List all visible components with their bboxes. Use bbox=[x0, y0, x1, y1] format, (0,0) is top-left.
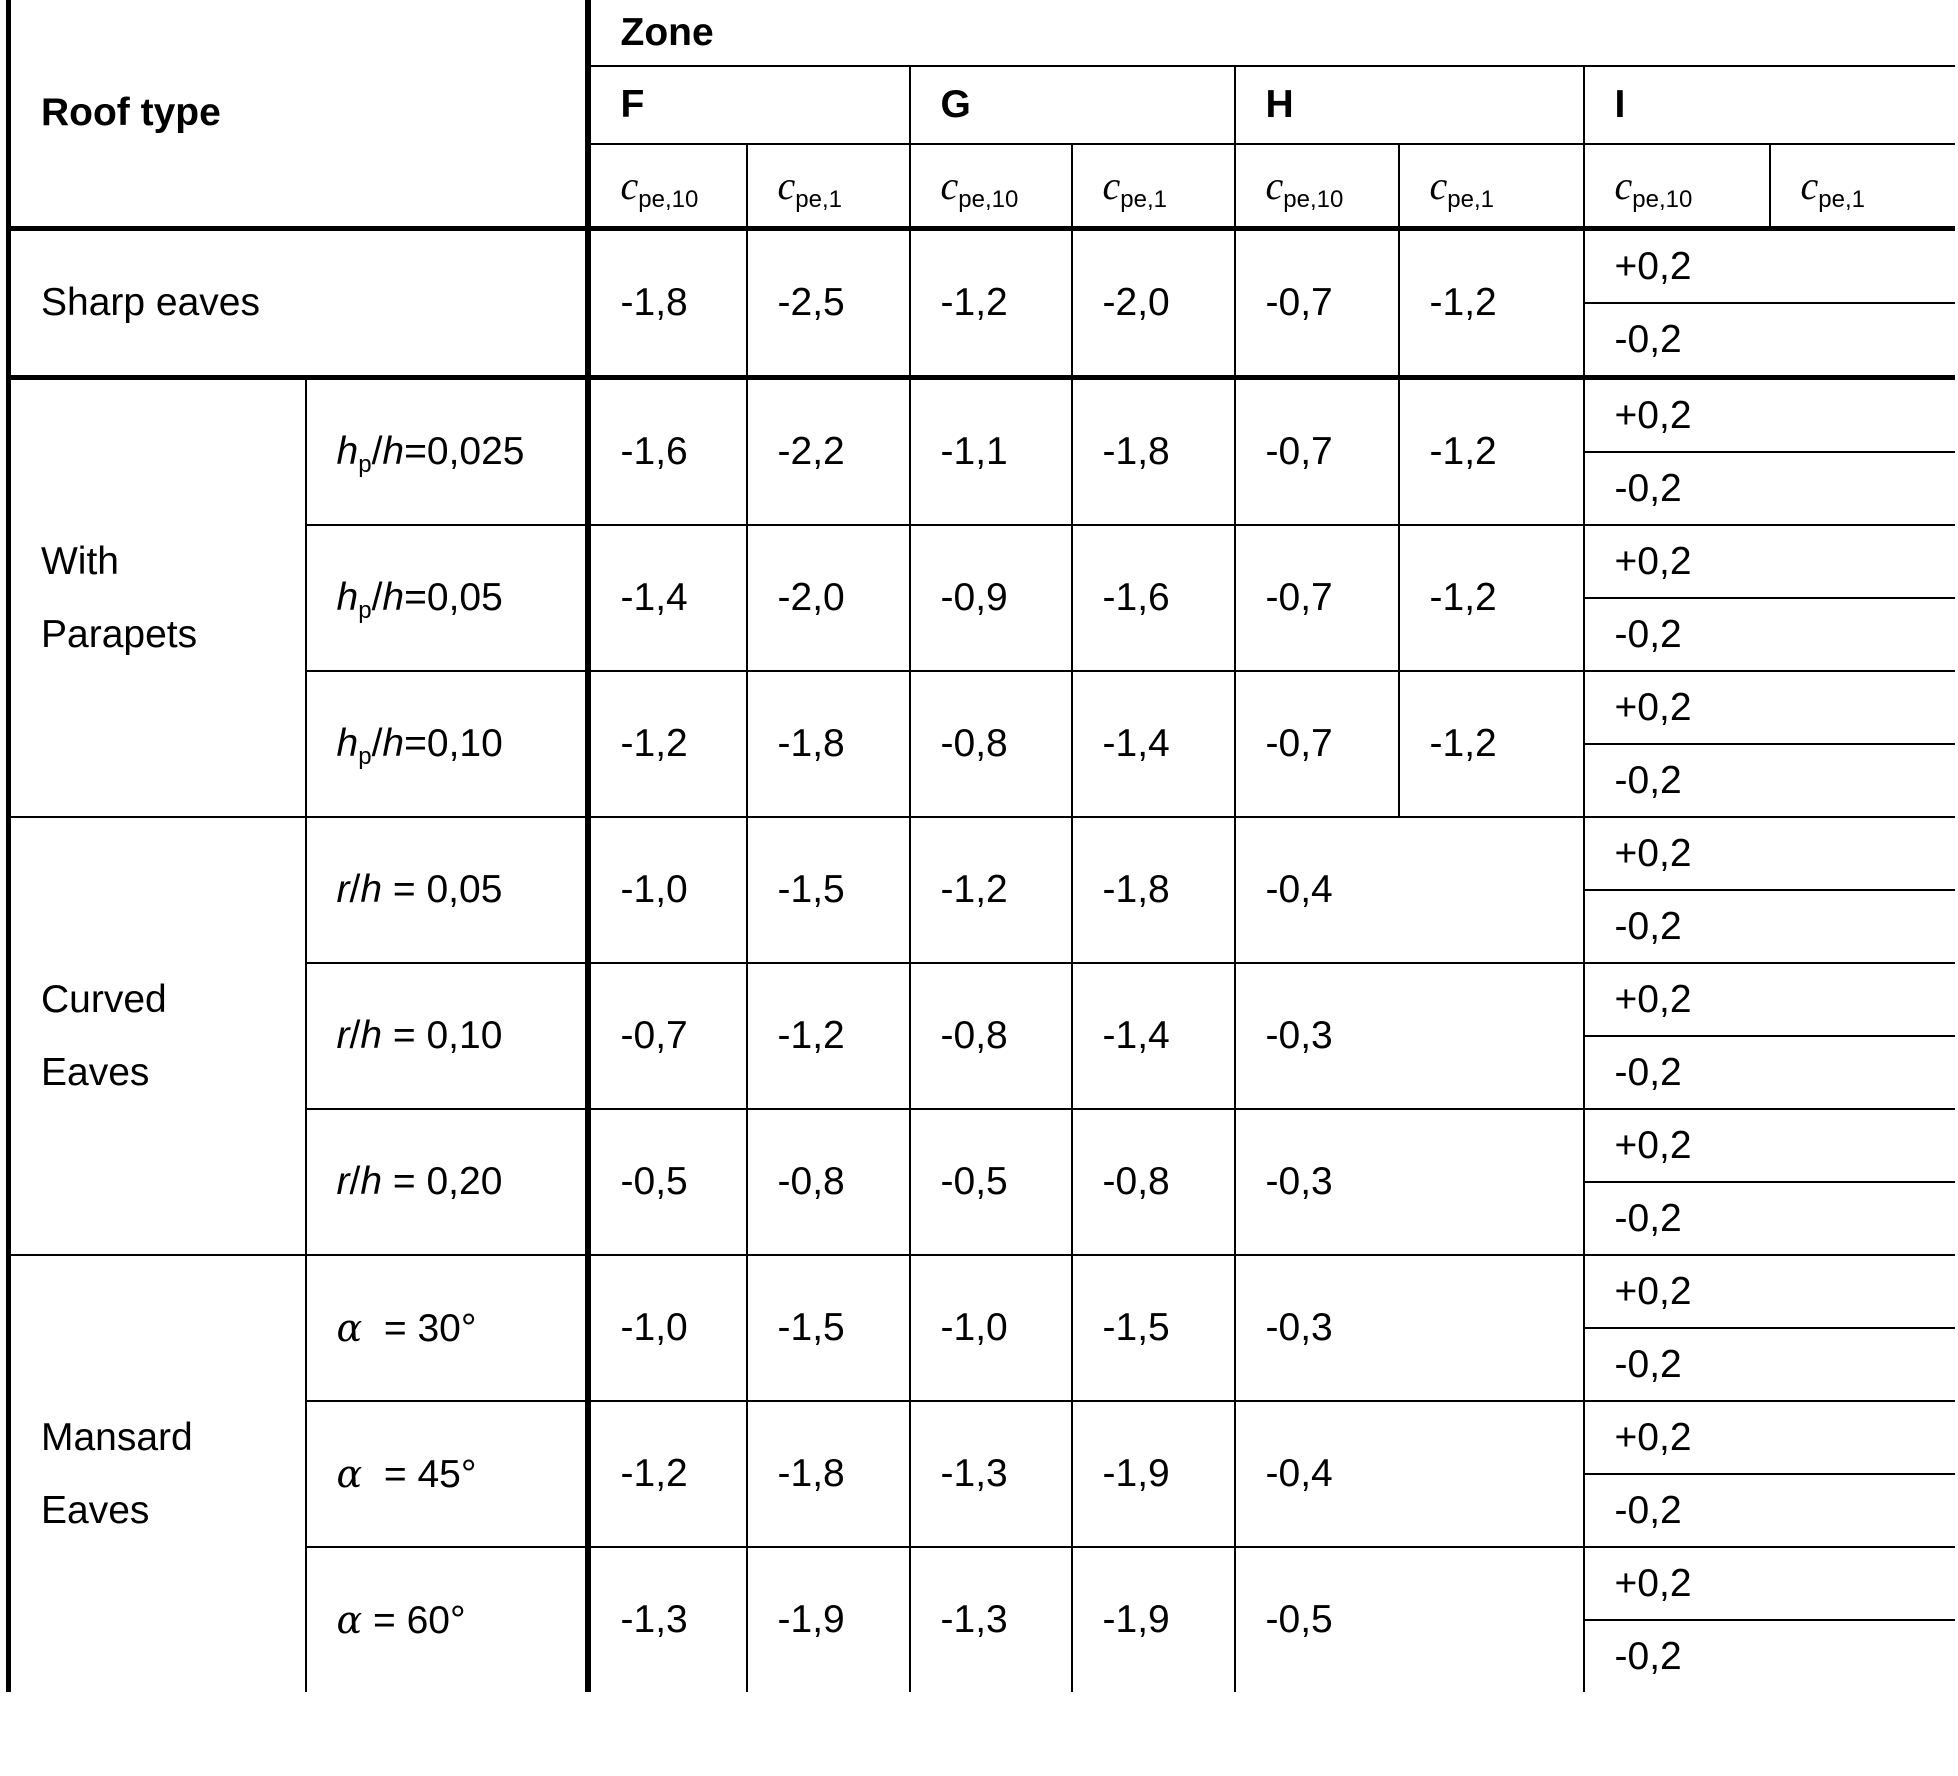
symbol-h: h bbox=[382, 576, 405, 619]
group-mansard-eaves bbox=[9, 1255, 306, 1692]
group-label-line-2: Eaves bbox=[41, 1489, 150, 1532]
subscript-pe-1: pe,1 bbox=[1818, 186, 1865, 213]
alpha-symbol: α bbox=[336, 1305, 363, 1350]
value-f-cpe1: -1,2 bbox=[747, 963, 910, 1109]
value-h-cpe1: -1,2 bbox=[1399, 229, 1584, 378]
value-f-cpe10: -1,6 bbox=[588, 378, 747, 526]
subscript-p: p bbox=[358, 597, 372, 624]
symbol-h: h bbox=[336, 576, 359, 619]
value-h: -0,3 bbox=[1235, 1109, 1584, 1255]
parameter-value: =0,10 bbox=[404, 722, 503, 765]
parameter-cell bbox=[306, 671, 588, 817]
group-label-line-1: Curved bbox=[41, 978, 167, 1021]
header-g-cpe1 bbox=[1072, 144, 1235, 229]
parameter-cell bbox=[306, 1401, 588, 1547]
value-i-negative: -0,2 bbox=[1584, 1036, 1955, 1109]
subscript-p: p bbox=[358, 451, 372, 478]
symbol-h: h bbox=[336, 722, 359, 765]
symbol-c: c bbox=[940, 163, 959, 208]
value-g-cpe1: -1,9 bbox=[1072, 1547, 1235, 1692]
header-i-cpe1 bbox=[1770, 144, 1955, 229]
slash: / bbox=[349, 1160, 361, 1203]
header-h-cpe10 bbox=[1235, 144, 1399, 229]
value-f-cpe1: -1,8 bbox=[747, 1401, 910, 1547]
symbol-h: h bbox=[360, 1160, 383, 1203]
value-h-cpe10: -0,7 bbox=[1235, 378, 1399, 526]
value-i-positive: +0,2 bbox=[1584, 229, 1955, 304]
symbol-h: h bbox=[360, 1014, 383, 1057]
alpha-symbol: α bbox=[336, 1451, 363, 1496]
group-label-line-2: Parapets bbox=[41, 613, 198, 656]
header-f-cpe10 bbox=[588, 144, 747, 229]
subscript-pe-1: pe,1 bbox=[1120, 186, 1167, 213]
value-f-cpe10: -0,5 bbox=[588, 1109, 747, 1255]
group-label-line-1: With bbox=[41, 540, 119, 583]
table-row bbox=[9, 1255, 1955, 1328]
subscript-pe-10: pe,10 bbox=[958, 186, 1019, 213]
value-f-cpe10: -1,3 bbox=[588, 1547, 747, 1692]
header-zone-f: F bbox=[588, 66, 910, 144]
value-g-cpe10: -1,0 bbox=[910, 1255, 1072, 1401]
subscript-pe-10: pe,10 bbox=[1632, 186, 1693, 213]
parameter-cell bbox=[306, 817, 588, 963]
value-h-cpe1: -1,2 bbox=[1399, 525, 1584, 671]
table-row bbox=[9, 378, 1955, 453]
subscript-pe-10: pe,10 bbox=[1283, 186, 1344, 213]
header-zone-i: I bbox=[1584, 66, 1955, 144]
slash: / bbox=[371, 576, 383, 619]
group-sharp-eaves: Sharp eaves bbox=[9, 229, 588, 378]
header-zone: Zone bbox=[588, 0, 1955, 66]
parameter-value: = 0,05 bbox=[382, 868, 503, 911]
parameter-value: = 0,20 bbox=[382, 1160, 503, 1203]
parameter-value: = 0,10 bbox=[382, 1014, 503, 1057]
value-g-cpe10: -1,2 bbox=[910, 817, 1072, 963]
symbol-h: h bbox=[382, 722, 405, 765]
value-g-cpe1: -1,9 bbox=[1072, 1401, 1235, 1547]
table-row bbox=[9, 229, 1955, 304]
symbol-c: c bbox=[1614, 163, 1633, 208]
alpha-symbol: α bbox=[336, 1597, 363, 1642]
subscript-pe-1: pe,1 bbox=[795, 186, 842, 213]
slash: / bbox=[371, 722, 383, 765]
parameter-value: =0,025 bbox=[404, 430, 525, 473]
parameter-cell bbox=[306, 1109, 588, 1255]
value-f-cpe1: -2,2 bbox=[747, 378, 910, 526]
value-i-positive: +0,2 bbox=[1584, 525, 1955, 598]
table-row bbox=[9, 817, 1955, 890]
value-h-cpe1: -1,2 bbox=[1399, 378, 1584, 526]
value-f-cpe10: -0,7 bbox=[588, 963, 747, 1109]
value-f-cpe1: -1,5 bbox=[747, 817, 910, 963]
value-i-positive: +0,2 bbox=[1584, 963, 1955, 1036]
subscript-pe-10: pe,10 bbox=[638, 186, 699, 213]
value-f-cpe1: -1,8 bbox=[747, 671, 910, 817]
value-f-cpe10: -1,0 bbox=[588, 817, 747, 963]
value-i-negative: -0,2 bbox=[1584, 1182, 1955, 1255]
value-i-positive: +0,2 bbox=[1584, 1109, 1955, 1182]
group-label-line-1: Mansard bbox=[41, 1416, 193, 1459]
header-f-cpe1 bbox=[747, 144, 910, 229]
slash: / bbox=[349, 868, 361, 911]
value-g-cpe1: -0,8 bbox=[1072, 1109, 1235, 1255]
parameter-cell bbox=[306, 525, 588, 671]
value-g-cpe10: -1,1 bbox=[910, 378, 1072, 526]
value-h-cpe10: -0,7 bbox=[1235, 525, 1399, 671]
value-i-positive: +0,2 bbox=[1584, 671, 1955, 744]
value-g-cpe1: -2,0 bbox=[1072, 229, 1235, 378]
parameter-cell bbox=[306, 1547, 588, 1692]
value-g-cpe10: -0,8 bbox=[910, 671, 1072, 817]
value-h: -0,5 bbox=[1235, 1547, 1584, 1692]
header-zone-g: G bbox=[910, 66, 1235, 144]
value-g-cpe10: -0,5 bbox=[910, 1109, 1072, 1255]
header-g-cpe10 bbox=[910, 144, 1072, 229]
parameter-value: =0,05 bbox=[404, 576, 503, 619]
parameter-cell bbox=[306, 963, 588, 1109]
value-f-cpe10: -1,0 bbox=[588, 1255, 747, 1401]
slash: / bbox=[371, 430, 383, 473]
parameter-cell bbox=[306, 378, 588, 526]
value-g-cpe1: -1,8 bbox=[1072, 378, 1235, 526]
header-roof-type: Roof type bbox=[9, 0, 588, 229]
parameter-value: = 30° bbox=[362, 1306, 477, 1350]
value-f-cpe10: -1,2 bbox=[588, 671, 747, 817]
value-g-cpe10: -1,2 bbox=[910, 229, 1072, 378]
group-with-parapets bbox=[9, 378, 306, 818]
value-i-negative: -0,2 bbox=[1584, 744, 1955, 817]
value-f-cpe1: -1,9 bbox=[747, 1547, 910, 1692]
symbol-h: h bbox=[360, 868, 383, 911]
symbol-c: c bbox=[1265, 163, 1284, 208]
value-i-negative: -0,2 bbox=[1584, 303, 1955, 378]
symbol-c: c bbox=[1102, 163, 1121, 208]
value-i-positive: +0,2 bbox=[1584, 1255, 1955, 1328]
external-pressure-coefficients-table bbox=[6, 0, 1955, 1692]
symbol-r: r bbox=[336, 1160, 350, 1203]
value-i-negative: -0,2 bbox=[1584, 1328, 1955, 1401]
group-curved-eaves bbox=[9, 817, 306, 1255]
value-h-cpe10: -0,7 bbox=[1235, 229, 1399, 378]
value-f-cpe10: -1,4 bbox=[588, 525, 747, 671]
value-f-cpe1: -2,5 bbox=[747, 229, 910, 378]
value-i-negative: -0,2 bbox=[1584, 1620, 1955, 1692]
value-i-negative: -0,2 bbox=[1584, 598, 1955, 671]
group-label-line-2: Eaves bbox=[41, 1051, 150, 1094]
subscript-pe-1: pe,1 bbox=[1447, 186, 1494, 213]
symbol-c: c bbox=[620, 163, 639, 208]
symbol-h: h bbox=[382, 430, 405, 473]
value-g-cpe1: -1,6 bbox=[1072, 525, 1235, 671]
parameter-value: = 60° bbox=[362, 1598, 466, 1642]
symbol-c: c bbox=[777, 163, 796, 208]
symbol-c: c bbox=[1429, 163, 1448, 208]
value-h-cpe1: -1,2 bbox=[1399, 671, 1584, 817]
value-h: -0,4 bbox=[1235, 817, 1584, 963]
header-h-cpe1 bbox=[1399, 144, 1584, 229]
subscript-p: p bbox=[358, 743, 372, 770]
value-i-positive: +0,2 bbox=[1584, 817, 1955, 890]
value-i-negative: -0,2 bbox=[1584, 1474, 1955, 1547]
value-i-negative: -0,2 bbox=[1584, 890, 1955, 963]
value-f-cpe1: -1,5 bbox=[747, 1255, 910, 1401]
header-i-cpe10 bbox=[1584, 144, 1770, 229]
value-h: -0,3 bbox=[1235, 963, 1584, 1109]
value-g-cpe1: -1,5 bbox=[1072, 1255, 1235, 1401]
header-zone-h: H bbox=[1235, 66, 1584, 144]
value-h: -0,3 bbox=[1235, 1255, 1584, 1401]
value-f-cpe1: -0,8 bbox=[747, 1109, 910, 1255]
value-f-cpe10: -1,2 bbox=[588, 1401, 747, 1547]
value-f-cpe1: -2,0 bbox=[747, 525, 910, 671]
value-i-positive: +0,2 bbox=[1584, 378, 1955, 453]
parameter-value: = 45° bbox=[362, 1452, 477, 1496]
value-g-cpe1: -1,4 bbox=[1072, 963, 1235, 1109]
value-g-cpe10: -1,3 bbox=[910, 1547, 1072, 1692]
slash: / bbox=[349, 1014, 361, 1057]
value-g-cpe10: -0,9 bbox=[910, 525, 1072, 671]
value-h-cpe10: -0,7 bbox=[1235, 671, 1399, 817]
value-g-cpe1: -1,4 bbox=[1072, 671, 1235, 817]
symbol-r: r bbox=[336, 868, 350, 911]
symbol-c: c bbox=[1800, 163, 1819, 208]
value-g-cpe1: -1,8 bbox=[1072, 817, 1235, 963]
value-g-cpe10: -1,3 bbox=[910, 1401, 1072, 1547]
value-i-negative: -0,2 bbox=[1584, 452, 1955, 525]
symbol-h: h bbox=[336, 430, 359, 473]
value-f-cpe10: -1,8 bbox=[588, 229, 747, 378]
parameter-cell bbox=[306, 1255, 588, 1401]
value-h: -0,4 bbox=[1235, 1401, 1584, 1547]
value-g-cpe10: -0,8 bbox=[910, 963, 1072, 1109]
symbol-r: r bbox=[336, 1014, 350, 1057]
value-i-positive: +0,2 bbox=[1584, 1547, 1955, 1620]
value-i-positive: +0,2 bbox=[1584, 1401, 1955, 1474]
